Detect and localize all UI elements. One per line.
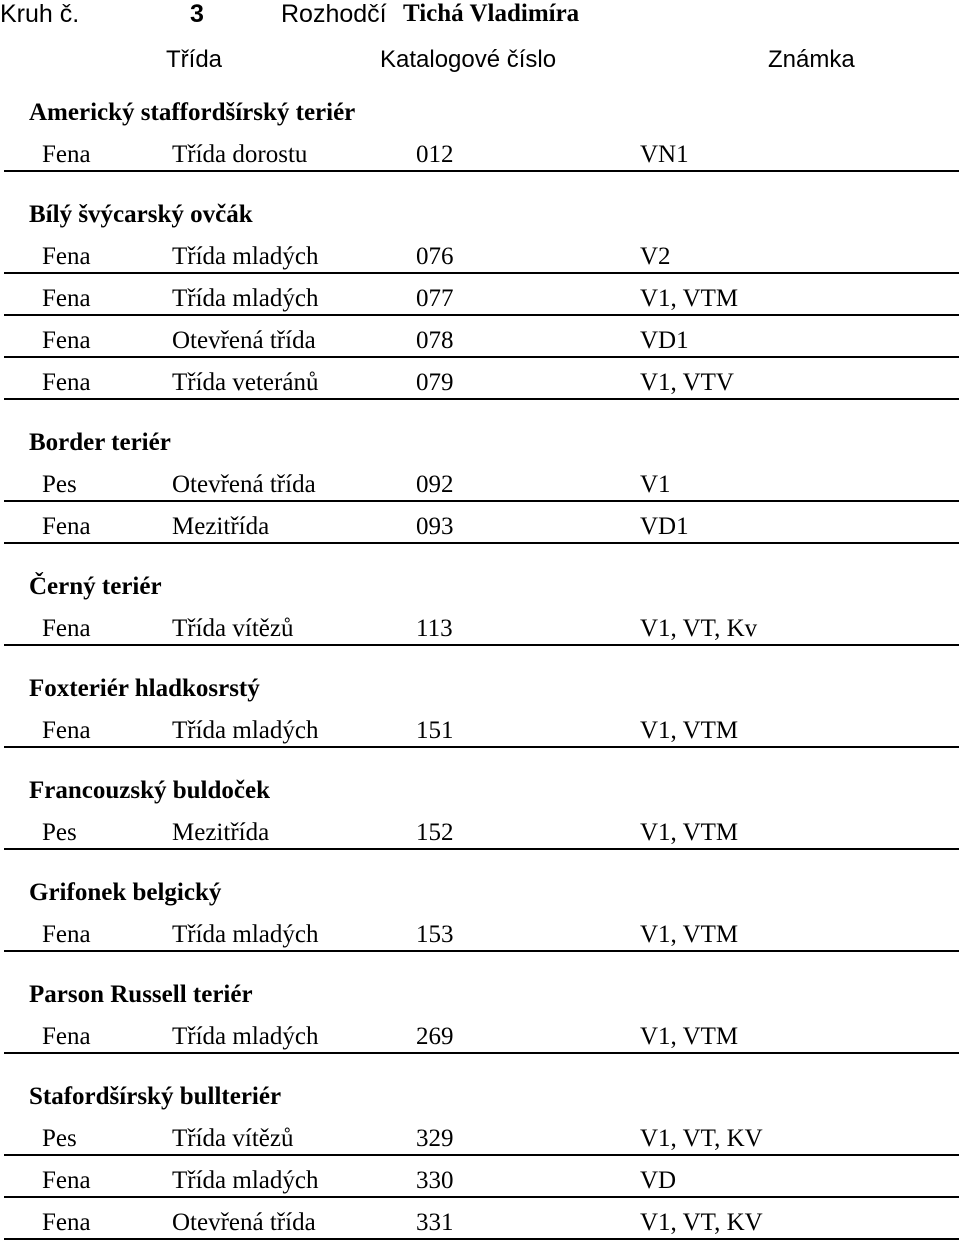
breed-name: Grifonek belgický (29, 879, 222, 906)
entry-catalog-number: 012 (416, 141, 454, 168)
entry-catalog-number: 092 (416, 471, 454, 498)
entry-sex: Fena (42, 243, 91, 270)
entry-grade: V1, VT, KV (640, 1125, 763, 1152)
entry-sex: Fena (42, 615, 91, 642)
entry-catalog-number: 076 (416, 243, 454, 270)
ring-label: Kruh č. (0, 0, 80, 28)
entry-grade: V1, VTM (640, 717, 739, 744)
breed-heading-row (0, 172, 960, 232)
entry-row (4, 1198, 959, 1240)
breed-heading-row (0, 748, 960, 808)
entry-row (4, 130, 959, 172)
breed-heading-row (0, 544, 960, 604)
entry-sex: Pes (42, 819, 77, 846)
entry-sex: Fena (42, 921, 91, 948)
entry-grade: V1 (640, 471, 671, 498)
entry-row (4, 910, 959, 952)
entry-grade: V1, VTM (640, 921, 739, 948)
entry-row (4, 460, 959, 502)
page-header (0, 0, 960, 40)
entry-class: Třída mladých (172, 921, 319, 948)
entry-grade: V1, VTM (640, 819, 739, 846)
judge-label: Rozhodčí (281, 0, 387, 28)
entry-row (4, 316, 959, 358)
results-list (0, 94, 960, 1240)
entry-class: Třída veteránů (172, 369, 319, 396)
entry-class: Mezitřída (172, 819, 270, 846)
column-header-grade: Známka (768, 46, 855, 73)
entry-row (4, 1156, 959, 1198)
entry-sex: Fena (42, 141, 91, 168)
breed-heading-row (0, 952, 960, 1012)
entry-sex: Fena (42, 513, 91, 540)
entry-grade: V1, VT, Kv (640, 615, 758, 642)
entry-grade: V1, VT, KV (640, 1209, 763, 1236)
entry-class: Otevřená třída (172, 1209, 316, 1236)
entry-grade: VD1 (640, 327, 689, 354)
entry-class: Třída vítězů (172, 1125, 294, 1152)
entry-grade: V2 (640, 243, 671, 270)
breed-heading-row (0, 94, 960, 130)
entry-catalog-number: 329 (416, 1125, 454, 1152)
entry-sex: Pes (42, 471, 77, 498)
breed-heading-row (0, 1054, 960, 1114)
breed-heading-row (0, 646, 960, 706)
breed-heading-row (0, 850, 960, 910)
entry-grade: V1, VTM (640, 285, 739, 312)
entry-class: Mezitřída (172, 513, 270, 540)
breed-name: Stafordšírský bullteriér (29, 1083, 282, 1110)
breed-name: Americký staffordšírský teriér (29, 99, 356, 126)
entry-catalog-number: 152 (416, 819, 454, 846)
entry-catalog-number: 113 (416, 615, 453, 642)
entry-sex: Fena (42, 1023, 91, 1050)
entry-sex: Fena (42, 285, 91, 312)
judge-name: Tichá Vladimíra (403, 0, 580, 27)
entry-class: Třída mladých (172, 1023, 319, 1050)
entry-class: Otevřená třída (172, 327, 316, 354)
entry-row (4, 706, 959, 748)
entry-catalog-number: 330 (416, 1167, 454, 1194)
entry-row (4, 604, 959, 646)
entry-grade: VD1 (640, 513, 689, 540)
entry-row (4, 1114, 959, 1156)
entry-class: Třída dorostu (172, 141, 308, 168)
entry-catalog-number: 077 (416, 285, 454, 312)
breed-heading-row (0, 400, 960, 460)
entry-row (4, 808, 959, 850)
breed-name: Border teriér (29, 429, 171, 456)
entry-row (4, 502, 959, 544)
breed-name: Foxteriér hladkosrstý (29, 675, 260, 702)
entry-class: Třída mladých (172, 243, 319, 270)
breed-name: Černý teriér (29, 573, 162, 600)
entry-sex: Fena (42, 1209, 91, 1236)
entry-grade: V1, VTM (640, 1023, 739, 1050)
column-header-class: Třída (166, 46, 223, 73)
entry-sex: Fena (42, 1167, 91, 1194)
entry-class: Třída mladých (172, 717, 319, 744)
entry-grade: VN1 (640, 141, 689, 168)
entry-row (4, 232, 959, 274)
breed-name: Bílý švýcarský ovčák (29, 201, 253, 228)
ring-number: 3 (190, 0, 204, 28)
entry-catalog-number: 151 (416, 717, 454, 744)
entry-catalog-number: 079 (416, 369, 454, 396)
entry-sex: Pes (42, 1125, 77, 1152)
breed-name: Francouzský buldoček (29, 777, 271, 804)
column-headers (0, 44, 960, 78)
entry-sex: Fena (42, 327, 91, 354)
entry-catalog-number: 269 (416, 1023, 454, 1050)
entry-row (4, 358, 959, 400)
entry-grade: VD (640, 1167, 677, 1194)
entry-catalog-number: 331 (416, 1209, 454, 1236)
column-header-catalog: Katalogové číslo (380, 46, 557, 73)
entry-class: Třída vítězů (172, 615, 294, 642)
entry-catalog-number: 093 (416, 513, 454, 540)
entry-class: Třída mladých (172, 1167, 319, 1194)
entry-class: Třída mladých (172, 285, 319, 312)
entry-sex: Fena (42, 717, 91, 744)
breed-name: Parson Russell teriér (29, 981, 253, 1008)
entry-catalog-number: 153 (416, 921, 454, 948)
entry-sex: Fena (42, 369, 91, 396)
entry-row (4, 274, 959, 316)
entry-row (4, 1012, 959, 1054)
entry-grade: V1, VTV (640, 369, 734, 396)
entry-class: Otevřená třída (172, 471, 316, 498)
entry-catalog-number: 078 (416, 327, 454, 354)
